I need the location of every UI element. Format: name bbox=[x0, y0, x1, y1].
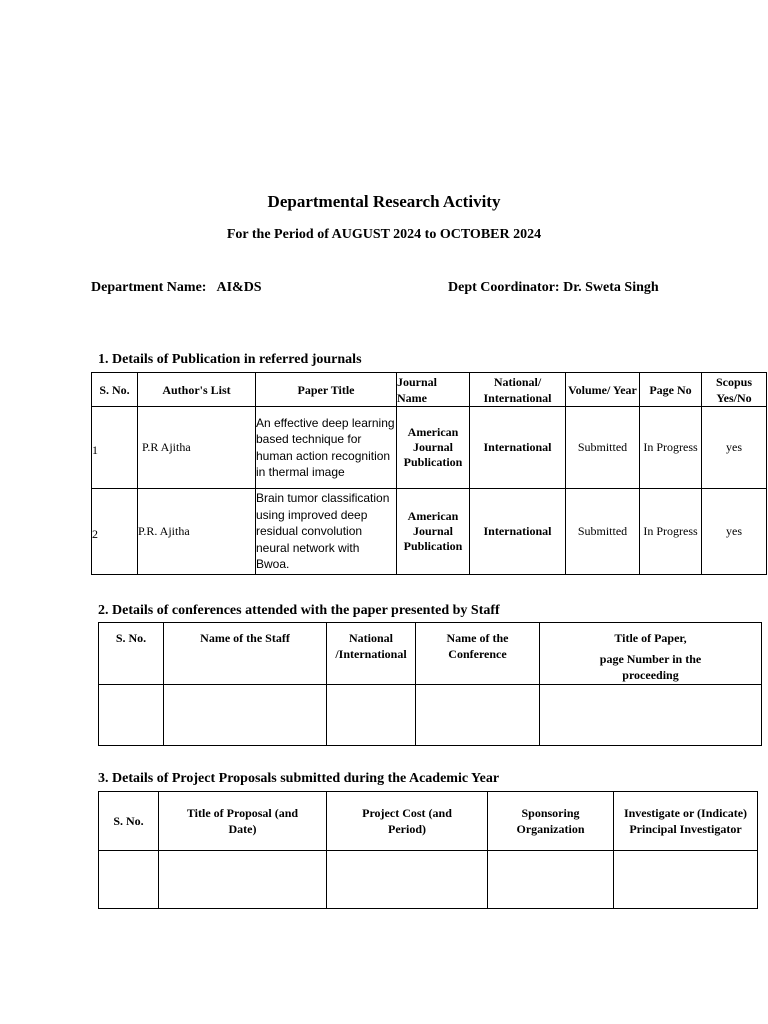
table-header-row bbox=[99, 623, 762, 685]
table-row bbox=[92, 489, 767, 575]
project-proposals-table bbox=[98, 791, 758, 909]
col-header-national: National/ International bbox=[470, 373, 566, 407]
section3-title: 3. Details of Project Proposals submitted during the Academic Year bbox=[98, 771, 500, 786]
col-header-project-cost: Project Cost (and Period) bbox=[327, 792, 488, 851]
publications-table bbox=[91, 372, 767, 575]
cell-page: In Progress bbox=[640, 489, 702, 575]
col-header-national: National /International bbox=[327, 623, 416, 685]
col-header-journal: Journal Name bbox=[397, 373, 470, 407]
table-row bbox=[92, 407, 767, 489]
cell-scope: International bbox=[470, 489, 566, 575]
section2-title: 2. Details of conferences attended with the paper presented by Staff bbox=[98, 603, 500, 618]
col-header-sno: S. No. bbox=[99, 792, 159, 851]
col-header-volume: Volume/ Year bbox=[566, 373, 640, 407]
empty-cell bbox=[99, 685, 164, 746]
table-header-row bbox=[99, 792, 758, 851]
cell-authors: P.R Ajitha bbox=[138, 407, 256, 489]
cell-volume: Submitted bbox=[566, 407, 640, 489]
cell-volume: Submitted bbox=[566, 489, 640, 575]
col-header-proposal-title: Title of Proposal (and Date) bbox=[159, 792, 327, 851]
department-label: Department Name: bbox=[91, 280, 207, 295]
col-header-paper-title: Paper Title bbox=[256, 373, 397, 407]
col-header-sno: S. No. bbox=[99, 623, 164, 685]
cell-journal: American Journal Publication bbox=[397, 489, 470, 575]
col-header-staff-name: Name of the Staff bbox=[164, 623, 327, 685]
empty-cell bbox=[327, 851, 488, 909]
col-header-sno: S. No. bbox=[92, 373, 138, 407]
department-line bbox=[91, 280, 262, 296]
empty-cell bbox=[488, 851, 614, 909]
col-header-conference-name: Name of the Conference bbox=[416, 623, 540, 685]
cell-scopus: yes bbox=[702, 407, 767, 489]
cell-sno: 2 bbox=[92, 489, 138, 575]
empty-cell bbox=[99, 851, 159, 909]
coordinator-line: Dept Coordinator: Dr. Sweta Singh bbox=[448, 280, 659, 295]
department-value: AI&DS bbox=[216, 280, 262, 295]
col-header-investigator: Investigate or (Indicate) Principal Investigator bbox=[614, 792, 758, 851]
cell-page: In Progress bbox=[640, 407, 702, 489]
empty-cell bbox=[159, 851, 327, 909]
cell-paper-title: Brain tumor classification using improved deep residual convolution neural network with Bwoa. bbox=[256, 489, 397, 575]
empty-cell bbox=[327, 685, 416, 746]
empty-cell bbox=[416, 685, 540, 746]
col-header-sponsor: Sponsoring Organization bbox=[488, 792, 614, 851]
empty-cell bbox=[540, 685, 762, 746]
period-subtitle: For the Period of AUGUST 2024 to OCTOBER 2024 bbox=[226, 227, 542, 242]
col-header-paper-title bbox=[540, 623, 762, 685]
table-row bbox=[99, 685, 762, 746]
cell-sno: 1 bbox=[92, 407, 138, 489]
section1-title: 1. Details of Publication in referred journals bbox=[98, 352, 362, 367]
table-row bbox=[99, 851, 758, 909]
cell-scopus: yes bbox=[702, 489, 767, 575]
page-title: Departmental Research Activity bbox=[267, 192, 501, 211]
cell-scope: International bbox=[470, 407, 566, 489]
col-header-page: Page No bbox=[640, 373, 702, 407]
empty-cell bbox=[614, 851, 758, 909]
col-header-paper-title-line1: Title of Paper, bbox=[614, 631, 687, 645]
col-header-paper-title-line2: page Number in the proceeding bbox=[599, 652, 702, 682]
col-header-scopus: Scopus Yes/No bbox=[702, 373, 767, 407]
empty-cell bbox=[164, 685, 327, 746]
conferences-table bbox=[98, 622, 762, 746]
cell-journal: American Journal Publication bbox=[397, 407, 470, 489]
col-header-authors: Author's List bbox=[138, 373, 256, 407]
table-header-row bbox=[92, 373, 767, 407]
cell-authors: P.R. Ajitha bbox=[138, 489, 256, 575]
cell-paper-title: An effective deep learning based technique for human action recognition in thermal image bbox=[256, 407, 397, 489]
